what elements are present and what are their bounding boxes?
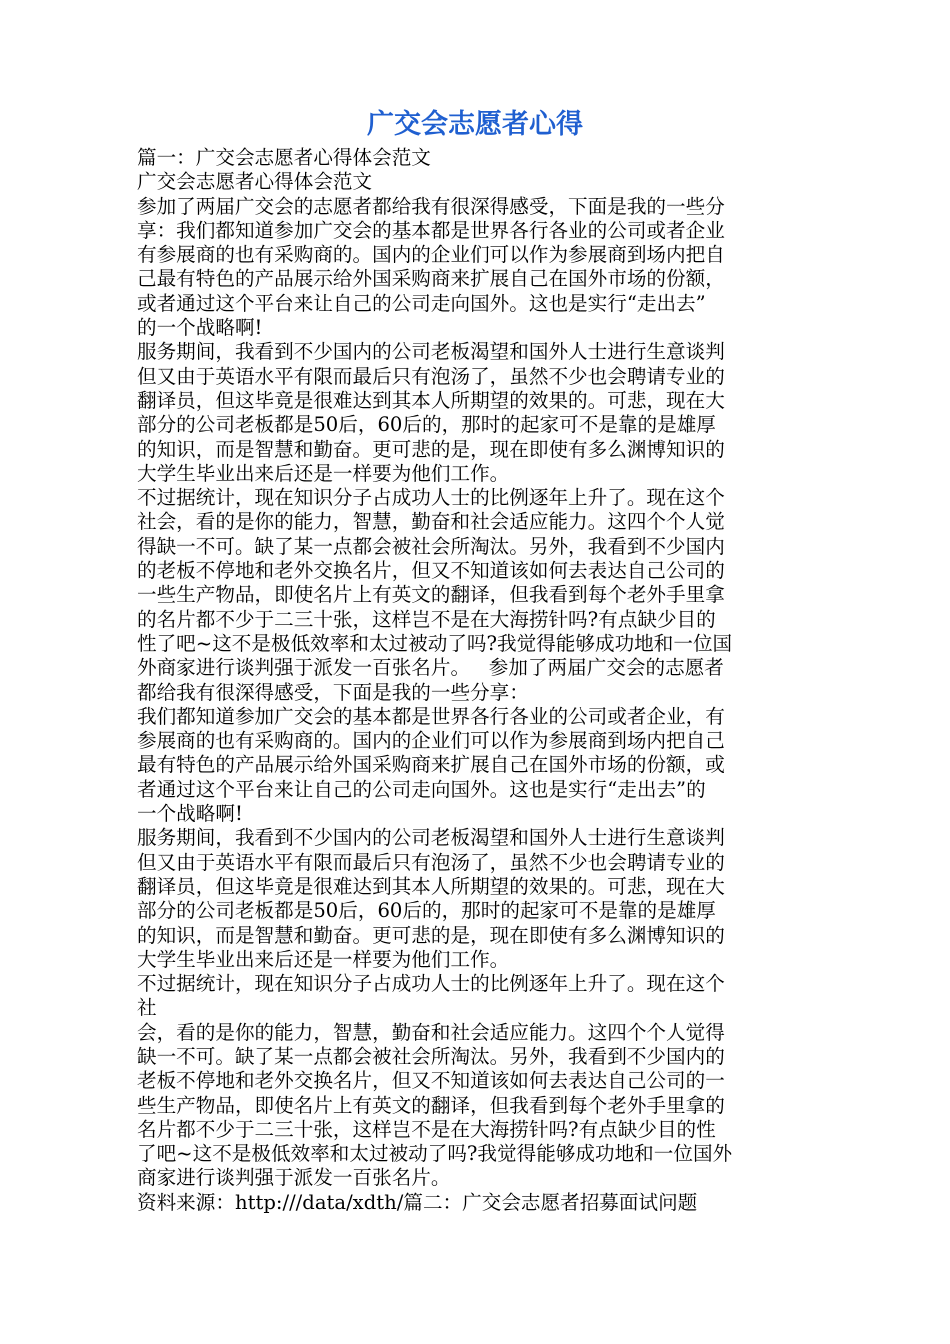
- body-line: 的知识，而是智慧和勤奋。更可悲的是，现在即使有多么渊博知识的: [137, 437, 725, 461]
- body-line: 社: [137, 996, 157, 1020]
- body-line: 但又由于英语水平有限而最后只有泡汤了，虽然不少也会聘请专业的: [137, 850, 725, 874]
- body-line: 资料来源：http:///data/xdth/篇二：广交会志愿者招募面试问题: [137, 1190, 698, 1214]
- body-line: 商家进行谈判强于派发一百张名片。: [137, 1166, 451, 1190]
- body-line: 不过据统计，现在知识分子占成功人士的比例逐年上升了。现在这个: [137, 486, 725, 510]
- body-line: 会，看的是你的能力，智慧，勤奋和社会适应能力。这四个个人觉得: [137, 1020, 725, 1044]
- body-line: 了吧~这不是极低效率和太过被动了吗?我觉得能够成功地和一位国外: [137, 1142, 733, 1166]
- body-line: 有参展商的也有采购商的。国内的企业们可以作为参展商到场内把自: [137, 243, 725, 267]
- body-line: 的名片都不少于二三十张，这样岂不是在大海捞针吗?有点缺少目的: [137, 607, 716, 631]
- body-line: 大学生毕业出来后还是一样要为他们工作。: [137, 947, 510, 971]
- body-line: 参加了两届广交会的志愿者都给我有很深得感受，下面是我的一些分: [137, 194, 725, 218]
- document-title: 广交会志愿者心得: [367, 109, 583, 140]
- body-line: 篇一：广交会志愿者心得体会范文: [137, 146, 431, 169]
- body-line: 的一个战略啊!: [137, 316, 263, 340]
- document-body: [137, 146, 817, 1215]
- body-line: 都给我有很深得感受，下面是我的一些分享：: [137, 680, 529, 704]
- body-line: 不过据统计，现在知识分子占成功人士的比例逐年上升了。现在这个: [137, 972, 725, 996]
- body-line: 社会，看的是你的能力，智慧，勤奋和社会适应能力。这四个个人觉: [137, 510, 725, 534]
- body-line: 服务期间，我看到不少国内的公司老板渴望和国外人士进行生意谈判: [137, 340, 725, 364]
- body-line: 我们都知道参加广交会的基本都是世界各行各业的公司或者企业，有: [137, 704, 725, 728]
- body-line: 性了吧~这不是极低效率和太过被动了吗?我觉得能够成功地和一位国: [137, 631, 733, 655]
- body-line: 翻译员，但这毕竟是很难达到其本人所期望的效果的。可悲，现在大: [137, 874, 725, 898]
- body-line: 的知识，而是智慧和勤奋。更可悲的是，现在即使有多么渊博知识的: [137, 923, 725, 947]
- body-line: 部分的公司老板都是50后，60后的，那时的起家可不是靠的是雄厚: [137, 899, 716, 923]
- body-line: 广交会志愿者心得体会范文: [137, 170, 373, 194]
- body-line: 一些生产物品，即使名片上有英文的翻译，但我看到每个老外手里拿: [137, 583, 725, 607]
- body-line: 服务期间，我看到不少国内的公司老板渴望和国外人士进行生意谈判: [137, 826, 725, 850]
- body-line: 享：我们都知道参加广交会的基本都是世界各行各业的公司或者企业: [137, 218, 725, 242]
- body-line: 老板不停地和老外交换名片，但又不知道该如何去表达自己公司的一: [137, 1069, 725, 1093]
- body-line: 部分的公司老板都是50后，60后的，那时的起家可不是靠的是雄厚: [137, 413, 716, 437]
- body-line: 最有特色的产品展示给外国采购商来扩展自己在国外市场的份额，或: [137, 753, 725, 777]
- body-line: 名片都不少于二三十张，这样岂不是在大海捞针吗?有点缺少目的性: [137, 1117, 716, 1141]
- body-line: 外商家进行谈判强于派发一百张名片。 参加了两届广交会的志愿者: [137, 656, 724, 680]
- body-line: 己最有特色的产品展示给外国采购商来扩展自己在国外市场的份额，: [137, 267, 725, 291]
- body-line: 缺一不可。缺了某一点都会被社会所淘汰。另外，我看到不少国内的: [137, 1044, 725, 1068]
- body-line: 些生产物品，即使名片上有英文的翻译，但我看到每个老外手里拿的: [137, 1093, 725, 1117]
- body-line: 或者通过这个平台来让自己的公司走向国外。这也是实行“走出去”: [137, 291, 706, 315]
- body-line: 得缺一不可。缺了某一点都会被社会所淘汰。另外，我看到不少国内: [137, 534, 725, 558]
- body-line: 者通过这个平台来让自己的公司走向国外。这也是实行“走出去”的: [137, 777, 706, 801]
- body-line: 大学生毕业出来后还是一样要为他们工作。: [137, 461, 510, 485]
- body-line: 一个战略啊!: [137, 802, 243, 826]
- body-line: 翻译员，但这毕竟是很难达到其本人所期望的效果的。可悲，现在大: [137, 388, 725, 412]
- body-line: 参展商的也有采购商的。国内的企业们可以作为参展商到场内把自己: [137, 729, 725, 753]
- body-line: 但又由于英语水平有限而最后只有泡汤了，虽然不少也会聘请专业的: [137, 364, 725, 388]
- body-line: 的老板不停地和老外交换名片，但又不知道该如何去表达自己公司的: [137, 559, 725, 583]
